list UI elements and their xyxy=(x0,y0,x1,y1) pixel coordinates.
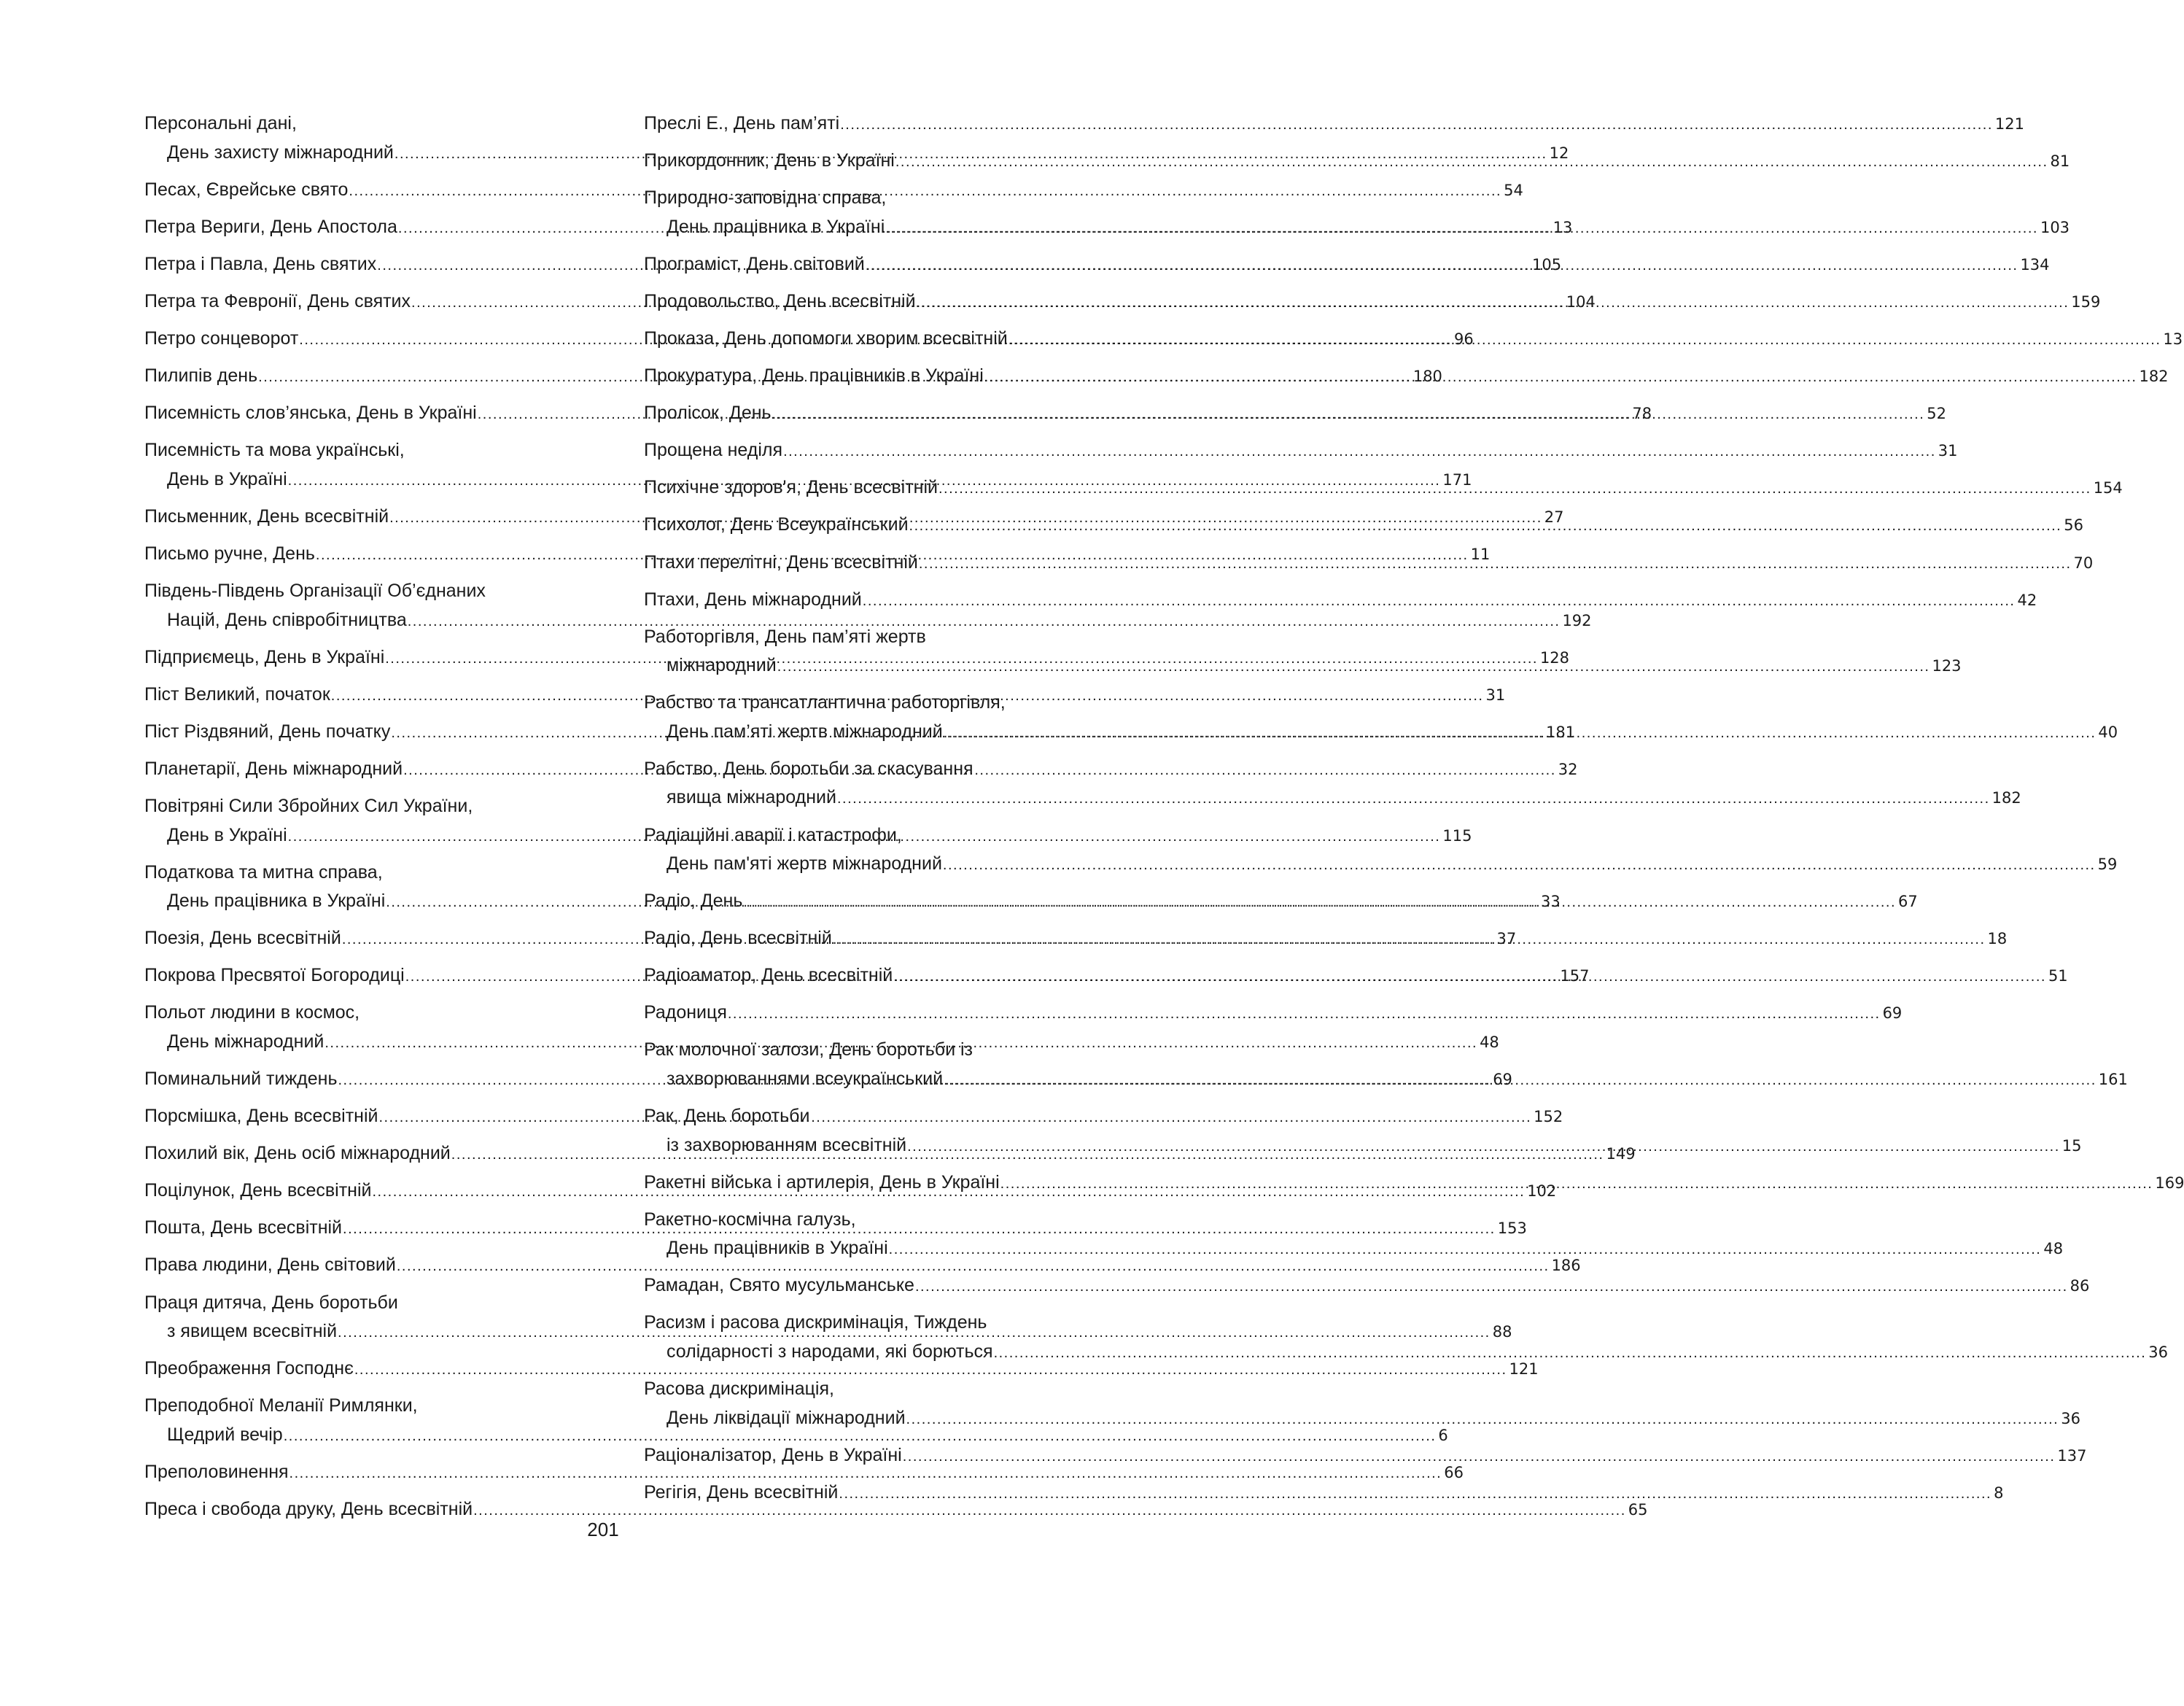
entry-subterm: Щедрий вечір xyxy=(167,1424,283,1445)
dot-leader xyxy=(939,475,2091,504)
entry-page-number: 157 xyxy=(1560,967,1590,985)
entry-page-number: 121 xyxy=(1509,1360,1539,1379)
entry-page-number: 31 xyxy=(1938,442,1958,460)
entry-term: Порсмішка, День всесвітній xyxy=(144,1106,378,1127)
dot-leader xyxy=(837,785,1990,814)
entry-term: Ракетно-космічна галузь, xyxy=(644,1209,856,1230)
entry-term: Пилипів день xyxy=(144,365,258,387)
entry-term: Раціоналізатор, День в Україні xyxy=(644,1444,902,1465)
entry-term: Похилий вік, День осіб міжнародний xyxy=(144,1143,451,1164)
entry-page-number: 152 xyxy=(1534,1108,1563,1126)
entry-page-number: 48 xyxy=(1480,1033,1499,1051)
entry-term: Права людини, День світовий xyxy=(144,1255,396,1276)
entry-term: Петра Вериги, День Апостола xyxy=(144,216,397,237)
entry-page-number: 66 xyxy=(1444,1463,1464,1481)
dot-leader xyxy=(728,1000,1881,1029)
entry-term: Пролісок, День xyxy=(644,403,772,424)
entry-page-number: 15 xyxy=(2061,1136,2082,1155)
entry-page-number: 161 xyxy=(2098,1070,2128,1088)
entry-page-number: 81 xyxy=(2050,152,2070,171)
entry-subterm: День пам’яті жертв міжнародний xyxy=(667,721,943,742)
entry-term: Письменник, День всесвітній xyxy=(144,505,389,527)
index-entry xyxy=(144,1354,1539,1385)
dot-leader xyxy=(839,1480,1991,1509)
entry-subterm: День пам'яті жертв міжнародний xyxy=(667,853,942,874)
entry-term: Петра і Павла, День святих xyxy=(144,253,377,274)
entry-subterm: захворюваннями всеукраїнський xyxy=(667,1068,944,1089)
entry-term: Психічне здоров'я, День всесвітній xyxy=(644,477,938,498)
entry-term: Рамадан, Свято мусульманське xyxy=(644,1275,914,1296)
entry-term: Планетарії, День міжнародний xyxy=(144,758,403,779)
entry-term: Преображення Господнє xyxy=(144,1358,354,1379)
entry-page-number: 102 xyxy=(1527,1182,1557,1201)
entry-term: Поцілунок, День всесвітній xyxy=(144,1180,372,1201)
entry-page-number: 137 xyxy=(2057,1446,2087,1465)
dot-leader xyxy=(866,252,2018,281)
entry-page-number: 186 xyxy=(1551,1257,1581,1275)
entry-subterm: із захворюванням всесвітній xyxy=(667,1134,907,1155)
entry-page-number: 128 xyxy=(1539,648,1570,667)
entry-page-number: 70 xyxy=(2073,554,2094,572)
dot-leader xyxy=(893,963,2046,992)
entry-subterm: День в Україні xyxy=(167,468,287,489)
entry-page-number: 103 xyxy=(2040,218,2070,236)
dot-leader xyxy=(889,1236,2042,1265)
entry-page-number: 169 xyxy=(2155,1174,2184,1192)
entry-term: Податкова та митна справа, xyxy=(144,861,383,883)
entry-page-number: 171 xyxy=(1442,470,1472,489)
entry-page-number: 123 xyxy=(1932,657,1962,675)
entry-term: Рабство та трансатлантична работоргівля, xyxy=(644,692,1006,713)
entry-page-number: 59 xyxy=(2097,856,2118,873)
index-entry xyxy=(144,1458,1464,1489)
entry-page-number: 115 xyxy=(1442,826,1472,845)
entry-page-number: 11 xyxy=(1470,545,1491,563)
entry-term: Ракетні війська і артилерія, День в Україні xyxy=(644,1171,1000,1193)
entry-term: Піст Великий, початок xyxy=(144,683,330,705)
entry-page-number: 40 xyxy=(2098,723,2118,741)
entry-page-number: 69 xyxy=(1493,1070,1512,1088)
dot-leader xyxy=(833,926,1986,955)
entry-page-number: 67 xyxy=(1898,893,1918,911)
dot-leader xyxy=(944,719,2096,748)
entry-term: Персональні дані, xyxy=(144,113,297,133)
entry-subterm: Націй, День співробітництва xyxy=(167,609,407,630)
entry-page-number: 48 xyxy=(2043,1240,2064,1258)
entry-term: Проказа, День допомоги хворим всесвітній xyxy=(644,327,1008,349)
dot-leader xyxy=(943,851,2096,880)
entry-page-number: 192 xyxy=(1562,611,1592,629)
dot-leader xyxy=(917,289,2070,318)
entry-term: Птахи, День міжнародний xyxy=(644,589,862,610)
entry-subterm: День працівника в Україні xyxy=(667,216,885,237)
index-entry xyxy=(144,1251,1581,1282)
entry-page-number: 78 xyxy=(1632,405,1652,423)
dot-leader xyxy=(863,587,2016,616)
entry-term: Писемність та мова українські, xyxy=(144,440,405,461)
entry-term: Польот людини в космос, xyxy=(144,1002,360,1023)
entry-subterm: День ліквідації міжнародний xyxy=(667,1407,906,1428)
entry-term: Рак молочної залози, День боротьби із xyxy=(644,1039,974,1061)
entry-page-number: 86 xyxy=(2070,1277,2090,1295)
entry-page-number: 54 xyxy=(1504,181,1523,199)
entry-term: Прикордонник, День в Україні xyxy=(644,150,895,171)
entry-subterm: явища міжнародний xyxy=(667,787,836,808)
entry-page-number: 65 xyxy=(1628,1500,1648,1519)
dot-leader xyxy=(919,550,2072,579)
entry-page-number: 96 xyxy=(1453,330,1474,348)
dot-leader xyxy=(984,363,2137,392)
entry-term: Повітряні Сили Збройних Сил України, xyxy=(144,796,473,816)
entry-page-number: 42 xyxy=(2017,591,2037,609)
index-entry xyxy=(644,109,2024,140)
index-entry xyxy=(644,1271,2090,1302)
entry-page-number: 37 xyxy=(1496,930,1517,948)
entry-page-number: 159 xyxy=(2071,292,2101,311)
entry-page-number: 153 xyxy=(1497,1220,1527,1238)
entry-term: Письмо ручне, День xyxy=(144,543,315,564)
entry-page-number: 13 xyxy=(2163,330,2183,348)
entry-page-number: 149 xyxy=(1606,1145,1636,1163)
entry-page-number: 105 xyxy=(1531,255,1562,274)
entry-term: Преслі Е., День пам’яті xyxy=(644,113,840,133)
entry-page-number: 18 xyxy=(1987,930,2008,948)
entry-page-number: 154 xyxy=(2093,479,2123,497)
index-entry xyxy=(644,586,2037,616)
entry-term: Природно-заповідна справа, xyxy=(644,187,887,209)
entry-term: Песах, Єврейське свято xyxy=(144,179,349,200)
entry-term: Писемність слов’янська, День в Україні xyxy=(144,403,477,424)
index-entry xyxy=(644,1478,2004,1509)
entry-term: Піст Різдвяний, День початку xyxy=(144,721,391,742)
entry-page-number: 182 xyxy=(1991,789,2021,807)
entry-term: Покрова Пресвятої Богородиці xyxy=(144,965,405,986)
entry-page-number: 182 xyxy=(2139,368,2169,386)
entry-term: Расова дискримінація, xyxy=(644,1379,834,1400)
entry-page-number: 33 xyxy=(1540,893,1561,911)
entry-term: Рабство, День боротьби за скасування xyxy=(644,758,974,779)
entry-term: Преполовинення xyxy=(144,1461,289,1482)
entry-term: Преподобної Меланії Римлянки, xyxy=(144,1395,418,1416)
entry-term: Петра та Февронії, День святих xyxy=(144,290,411,311)
entry-page-number: 180 xyxy=(1412,368,1442,386)
dot-leader xyxy=(915,1273,2068,1302)
index-entry xyxy=(644,1375,2080,1434)
entry-term: Прощена неділя xyxy=(644,440,783,461)
dot-leader xyxy=(906,1405,2059,1435)
entry-subterm: з явищем всесвітній xyxy=(167,1321,338,1342)
entry-subterm: День міжнародний xyxy=(167,1031,325,1052)
entry-page-number: 121 xyxy=(1994,115,2024,133)
page-number: 201 xyxy=(587,1519,619,1540)
entry-term: Петро сонцеворот xyxy=(144,327,299,349)
entry-subterm: День працівників в Україні xyxy=(667,1238,888,1259)
entry-term: Прокуратура, День працівників в Україні xyxy=(644,365,984,387)
entry-subterm: солідарності з народами, які борються xyxy=(667,1341,993,1362)
entry-term: Радіо, День всесвітній xyxy=(644,928,832,949)
entry-page-number: 52 xyxy=(1927,405,1946,423)
dot-leader xyxy=(907,1133,2060,1162)
dot-leader xyxy=(783,438,1936,467)
entry-page-number: 88 xyxy=(1492,1323,1512,1341)
entry-page-number: 6 xyxy=(1438,1426,1448,1444)
dot-leader xyxy=(885,214,2038,244)
entry-term: Рак, День боротьби xyxy=(644,1106,810,1127)
dot-leader xyxy=(909,512,2062,541)
dot-leader xyxy=(777,653,1930,682)
entry-page-number: 31 xyxy=(1485,686,1506,704)
entry-page-number: 8 xyxy=(1994,1484,2004,1502)
entry-page-number: 181 xyxy=(1546,723,1576,741)
index-entry xyxy=(644,999,1903,1029)
entry-page-number: 56 xyxy=(2064,516,2083,535)
entry-term: Птахи перелітні, День всесвітній xyxy=(644,551,918,573)
entry-page-number: 69 xyxy=(1882,1004,1903,1023)
dot-leader xyxy=(772,400,1925,430)
dot-leader xyxy=(994,1339,2147,1368)
dot-leader xyxy=(944,1066,2096,1096)
entry-term: Радіоаматор, День всесвітній xyxy=(644,965,893,986)
entry-term: Поминальний тиждень xyxy=(144,1068,338,1089)
entry-page-number: 36 xyxy=(2148,1343,2168,1361)
entry-term: Расизм і расова дискримінація, Тиждень xyxy=(644,1312,987,1333)
entry-term: Поезія, День всесвітній xyxy=(144,928,341,949)
dot-leader xyxy=(903,1443,2056,1472)
entry-term: Праця дитяча, День боротьби xyxy=(144,1292,398,1313)
entry-subterm: міжнародний xyxy=(667,655,777,676)
entry-page-number: 12 xyxy=(1549,144,1569,162)
entry-term: Психолог, День Всеукраїнський xyxy=(644,514,909,535)
entry-page-number: 104 xyxy=(1566,292,1596,311)
entry-term: Регігія, День всесвітній xyxy=(644,1481,839,1503)
entry-term: Преса і свобода друку, День всесвітній xyxy=(144,1498,473,1519)
entry-term: Радониця xyxy=(644,1002,727,1023)
dot-leader xyxy=(1000,1170,2153,1199)
entry-term: Радіаційні аварії і катастрофи, xyxy=(644,824,902,845)
entry-term: Південь-Південь Організації Об’єднаних xyxy=(144,581,486,602)
index-entry xyxy=(644,436,1958,467)
entry-term: Програміст, День світовий xyxy=(644,253,865,274)
entry-page-number: 27 xyxy=(1544,508,1564,526)
entry-term: Радіо, День xyxy=(644,891,743,912)
entry-subterm: День працівника в Україні xyxy=(167,891,386,912)
entry-subterm: День захисту міжнародний xyxy=(167,141,394,163)
dot-leader xyxy=(895,148,2048,177)
entry-page-number: 134 xyxy=(2020,255,2050,274)
entry-subterm: День в Україні xyxy=(167,824,287,845)
dot-leader xyxy=(1009,326,2161,355)
entry-page-number: 51 xyxy=(2048,967,2068,985)
entry-term: Пошта, День всесвітній xyxy=(144,1217,343,1238)
entry-term: Продовольство, День всесвітній xyxy=(644,290,916,311)
entry-term: Работоргівля, День пам’яті жертв xyxy=(644,626,926,647)
entry-page-number: 32 xyxy=(1558,760,1578,778)
entry-page-number: 36 xyxy=(2061,1409,2080,1427)
dot-leader xyxy=(840,111,1993,140)
entry-term: Підприємець, День в Україні xyxy=(144,646,385,667)
entry-page-number: 13 xyxy=(1552,218,1573,236)
dot-leader xyxy=(743,888,1896,918)
